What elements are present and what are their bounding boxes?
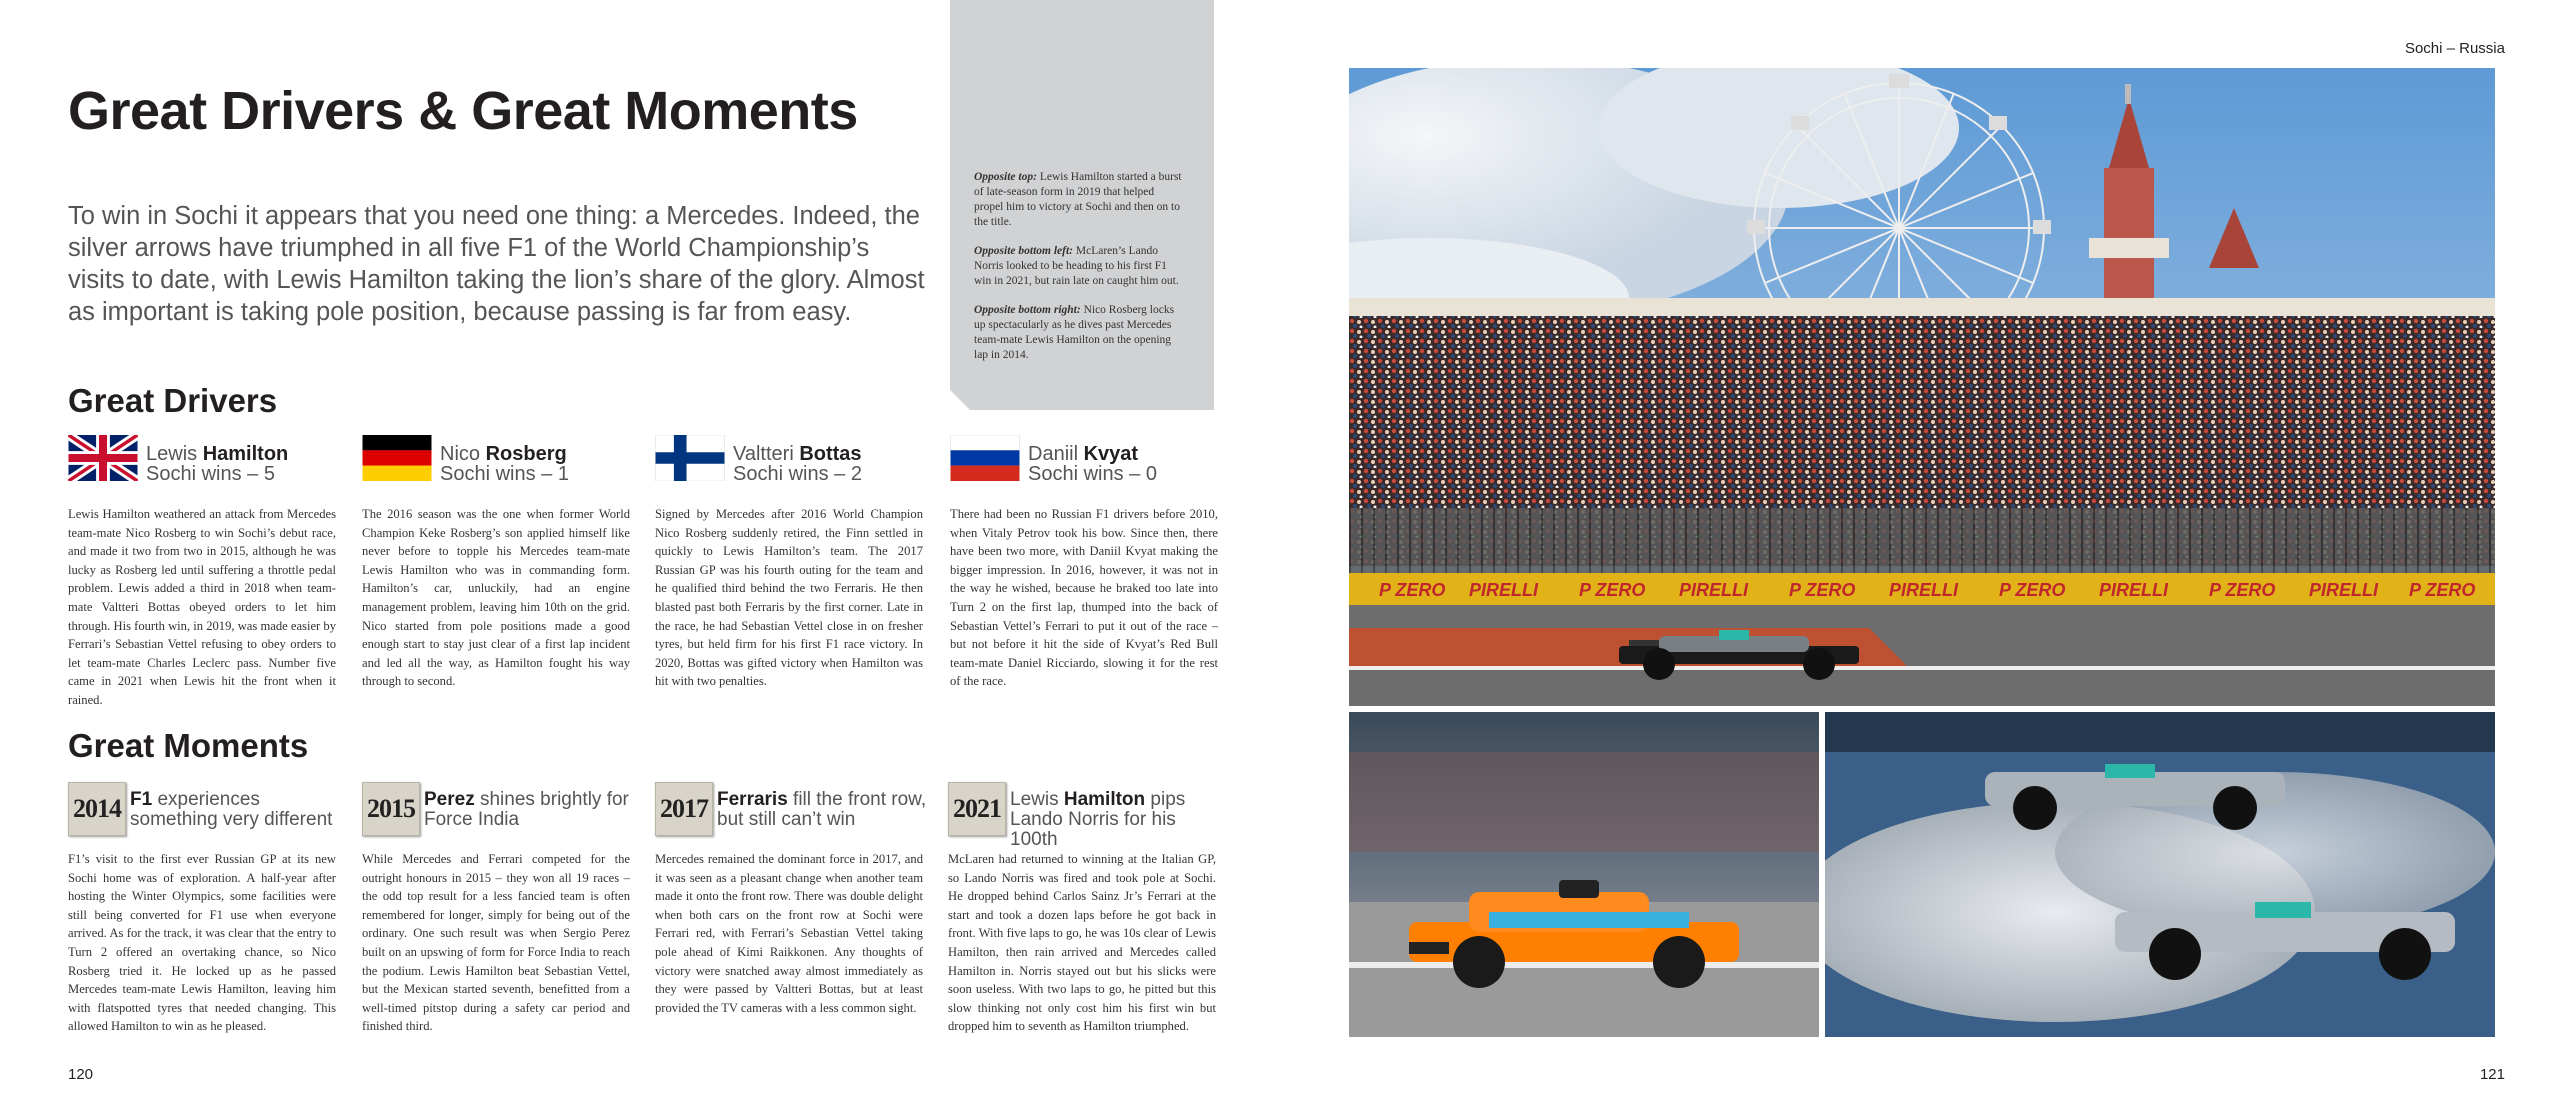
moment-title: Perez shines brightly for Force India <box>424 789 629 830</box>
billboard-text: P ZERO <box>1999 580 2066 600</box>
intro-paragraph: To win in Sochi it appears that you need one thing: a Mercedes. Indeed, the silver arrows have triumphed in all five F1 of the World Championship’s visits to date, with Lewis Hamilton taking the lion’s share of the glory. Almost as important is taking pole position, because passing is far from easy. <box>68 202 925 326</box>
billboard-text: PIRELLI <box>2309 580 2379 600</box>
billboard-text: P ZERO <box>1789 580 1856 600</box>
billboard-text: P ZERO <box>2409 580 2476 600</box>
moment-title: Lewis Hamilton pips Lando Norris for his 100th <box>1010 789 1186 850</box>
billboard-text: P ZERO <box>1579 580 1646 600</box>
year-badge: 2017 <box>655 782 713 836</box>
mercedes-lockup-photo <box>1825 712 2495 1037</box>
driver-wins: Sochi wins – 1 <box>440 463 569 485</box>
moment-title: F1 experiences something very different <box>130 789 333 830</box>
driver-name: Lewis Hamilton <box>146 443 289 465</box>
great-moments-heading: Great Moments <box>68 727 309 764</box>
driver-name: Valtteri Bottas <box>733 443 862 465</box>
moment-2015-text: While Mercedes and Ferrari competed for the outright honours in 2015 – they won all 19 races – the odd top result for a less fancied team is often remembered for longer, simply for being out of the ordinary. One such result was when Sergio Perez built on an upswing of form for Force India to reach the podium. Lewis Hamilton beat Sebastian Vettel, but the Mexican started seventh, benefitted from a well-timed pitstop during a safety car period and finished third. <box>362 852 630 1034</box>
driver-name: Daniil Kvyat <box>1028 443 1139 465</box>
driver-wins: Sochi wins – 0 <box>1028 463 1157 485</box>
driver-kvyat-text: There had been no Russian F1 drivers before 2010, when Vitaly Petrov took his bow. Since then, there have been two more, with Daniil Kvyat making the bigger impression. In 2016, however, it was not in the way he wished, because he braked too late into Turn 2 on the first lap, thumped into the back of Sebastian Vettel’s Ferrari to put it out of the race – but not before it hit the side of Kvyat’s Red Bull team-mate Daniel Ricciardo, slowing it for the rest of the race. <box>950 507 1218 689</box>
moment-title: Ferraris fill the front row, but still can’t win <box>717 789 927 830</box>
year-badge: 2014 <box>68 782 126 836</box>
billboard-text: PIRELLI <box>1679 580 1749 600</box>
billboard-text: P ZERO <box>2209 580 2276 600</box>
germany-flag-icon <box>362 435 432 481</box>
finland-flag-icon <box>655 435 725 481</box>
caption-bottom-left: Opposite bottom left: McLaren’s Lando Norris looked to be heading to his first F1 win in 2021, but rain late on caught him out. <box>974 245 1179 287</box>
driver-hamilton-text: Lewis Hamilton weathered an attack from Mercedes team-mate Nico Rosberg to win Sochi’s debut race, and made it two from two in 2015, although he was lucky as Rosberg led until suffering a throttle pedal problem. Lewis added a third in 2018 when team-mate Valtteri Bottas obeyed orders to let him through. His fourth win, in 2019, was made easier by Ferrari’s Sebastian Vettel refusing to obey orders to let team-mate Charles Leclerc pass. Number five came in 2021 when Lewis hit the front when it rained. <box>68 507 336 707</box>
billboard-text: PIRELLI <box>1889 580 1959 600</box>
driver-bottas-text: Signed by Mercedes after 2016 World Champion Nico Rosberg suddenly retired, the Finn settled in quickly to Lewis Hamilton’s team. The 2017 Russian GP was his fourth outing for the team and he qualified third behind the two Ferraris. He then blasted past both Ferraris by the first corner. Late in the race, he had Sebastian Vettel close in on fresher tyres, but held firm for his first F1 race victory. In 2020, Bottas was gifted victory when Hamilton was hit with two penalties. <box>655 507 923 689</box>
billboard-text: PIRELLI <box>1469 580 1539 600</box>
page-title: Great Drivers & Great Moments <box>68 81 858 141</box>
russia-flag-icon <box>950 435 1020 481</box>
caption-box <box>950 0 1214 410</box>
billboard-text: PIRELLI <box>2099 580 2169 600</box>
mclaren-norris-photo <box>1349 712 1819 1037</box>
driver-wins: Sochi wins – 2 <box>733 463 862 485</box>
page-number-left: 120 <box>68 1066 94 1083</box>
moment-2021-text: McLaren had returned to winning at the Italian GP, so Lando Norris was fired and took pole at Sochi. He dropped behind Carlos Sainz Jr’s Ferrari at the start and took a dozen laps before he got back in front. With five laps to go, he was 10s clear of Lewis Hamilton, then rain arrived and Mercedes called Hamilton in. Norris stayed out but his slicks were soon useless. With two laps to go, he pitted but this slow thinking not only cost him his first win but dropped him to seventh as Hamilton triumphed. <box>948 852 1216 1034</box>
page-number-right: 121 <box>2479 1066 2505 1083</box>
right-page <box>1280 0 2560 1108</box>
billboard-text: P ZERO <box>1379 580 1446 600</box>
moment-2017-text: Mercedes remained the dominant force in 2017, and it was seen as a pleasant change when another team made it onto the front row. There was double delight when both cars on the front row at Sochi were Ferrari red, with Ferrari’s Sebastian Vettel taking pole ahead of Kimi Raikkonen. Any thoughts of victory were snatched away almost immediately as they were passed by Valtteri Bottas, but at least provided the TV cameras with a less common sight. <box>655 852 923 1015</box>
driver-name: Nico Rosberg <box>440 443 567 465</box>
driver-rosberg-text: The 2016 season was the one when former World Champion Keke Rosberg’s son applied himself like never before to topple his Mercedes team-mate Lewis Hamilton who was in commanding form. Hamilton’s car, unluckily, had an engine management problem, leaving him 10th on the grid. Nico started from pole positions made a good enough start to stay just clear of a first lap incident and led all the way, as Hamilton fought his way through to second. <box>362 507 630 689</box>
moment-2014-text: F1’s visit to the first ever Russian GP at its new Sochi home was of exploration. A half-year after hosting the Winter Olympics, some facilities were still being converted for F1 use when everyone arrived. As for the track, it was clear that the entry to Turn 2 offered an overtaking chance, so Nico Rosberg tried it. He locked up as he passed Mercedes team-mate Lewis Hamilton, leaving him with flatspotted tyres that needed changing. This allowed Hamilton to win as he pleased. <box>68 852 336 1034</box>
uk-flag-icon <box>68 435 138 481</box>
driver-wins: Sochi wins – 5 <box>146 463 275 485</box>
sochi-grandstand-photo <box>1349 68 2495 706</box>
year-badge: 2015 <box>362 782 420 836</box>
caption-bottom-right: Opposite bottom right: Nico Rosberg locks up spectacularly as he dives past Mercedes team-mate Lewis Hamilton on the opening lap in 2014. <box>974 304 1175 361</box>
caption-top: Opposite top: Lewis Hamilton started a burst of late-season form in 2019 that helped propel him to victory at Sochi and then on to the title. <box>974 171 1182 228</box>
running-head: Sochi – Russia <box>2404 40 2505 57</box>
caption-corner-fold <box>950 390 970 410</box>
great-drivers-heading: Great Drivers <box>68 382 278 419</box>
year-badge: 2021 <box>948 782 1006 836</box>
